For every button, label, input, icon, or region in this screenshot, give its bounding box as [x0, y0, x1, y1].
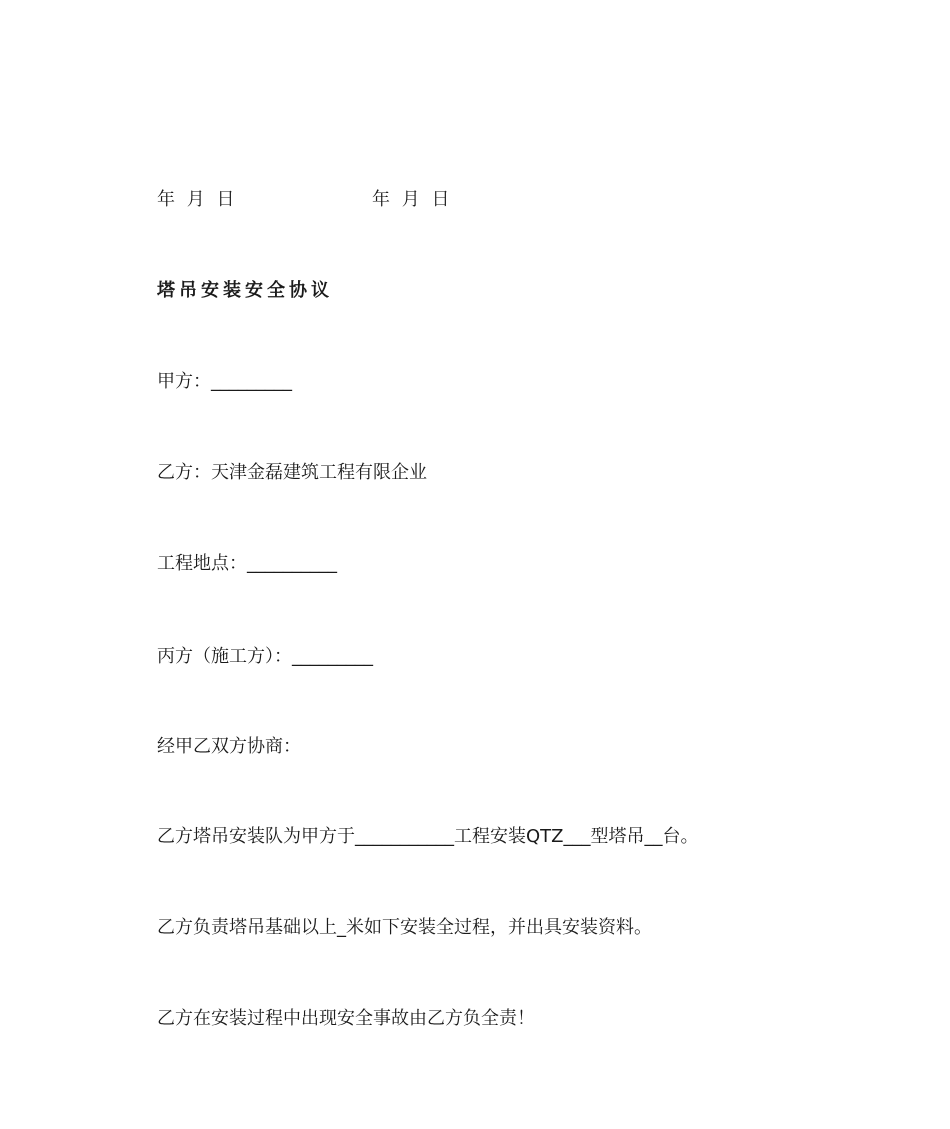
agreement-intro: 经甲乙双方协商：	[157, 736, 301, 757]
clause-1: 乙方塔吊安装队为甲方于___________工程安装QTZ___型塔吊__台。	[157, 826, 699, 847]
document-title: 塔吊安装安全协议	[157, 280, 333, 301]
party-c-line: 丙方（施工方）：_________	[157, 646, 373, 667]
party-b-line: 乙方：天津金磊建筑工程有限企业	[157, 462, 427, 483]
party-a-line: 甲方：_________	[157, 371, 292, 392]
date-row	[157, 188, 450, 212]
clause-3: 乙方在安装过程中出现安全事故由乙方负全责！	[157, 1008, 535, 1029]
date-right: 年 月 日	[372, 189, 450, 210]
date-left: 年 月 日	[157, 189, 235, 210]
clause-2: 乙方负责塔吊基础以上_米如下安装全过程，并出具安装资料。	[157, 917, 652, 938]
project-site-line: 工程地点：__________	[157, 553, 337, 574]
